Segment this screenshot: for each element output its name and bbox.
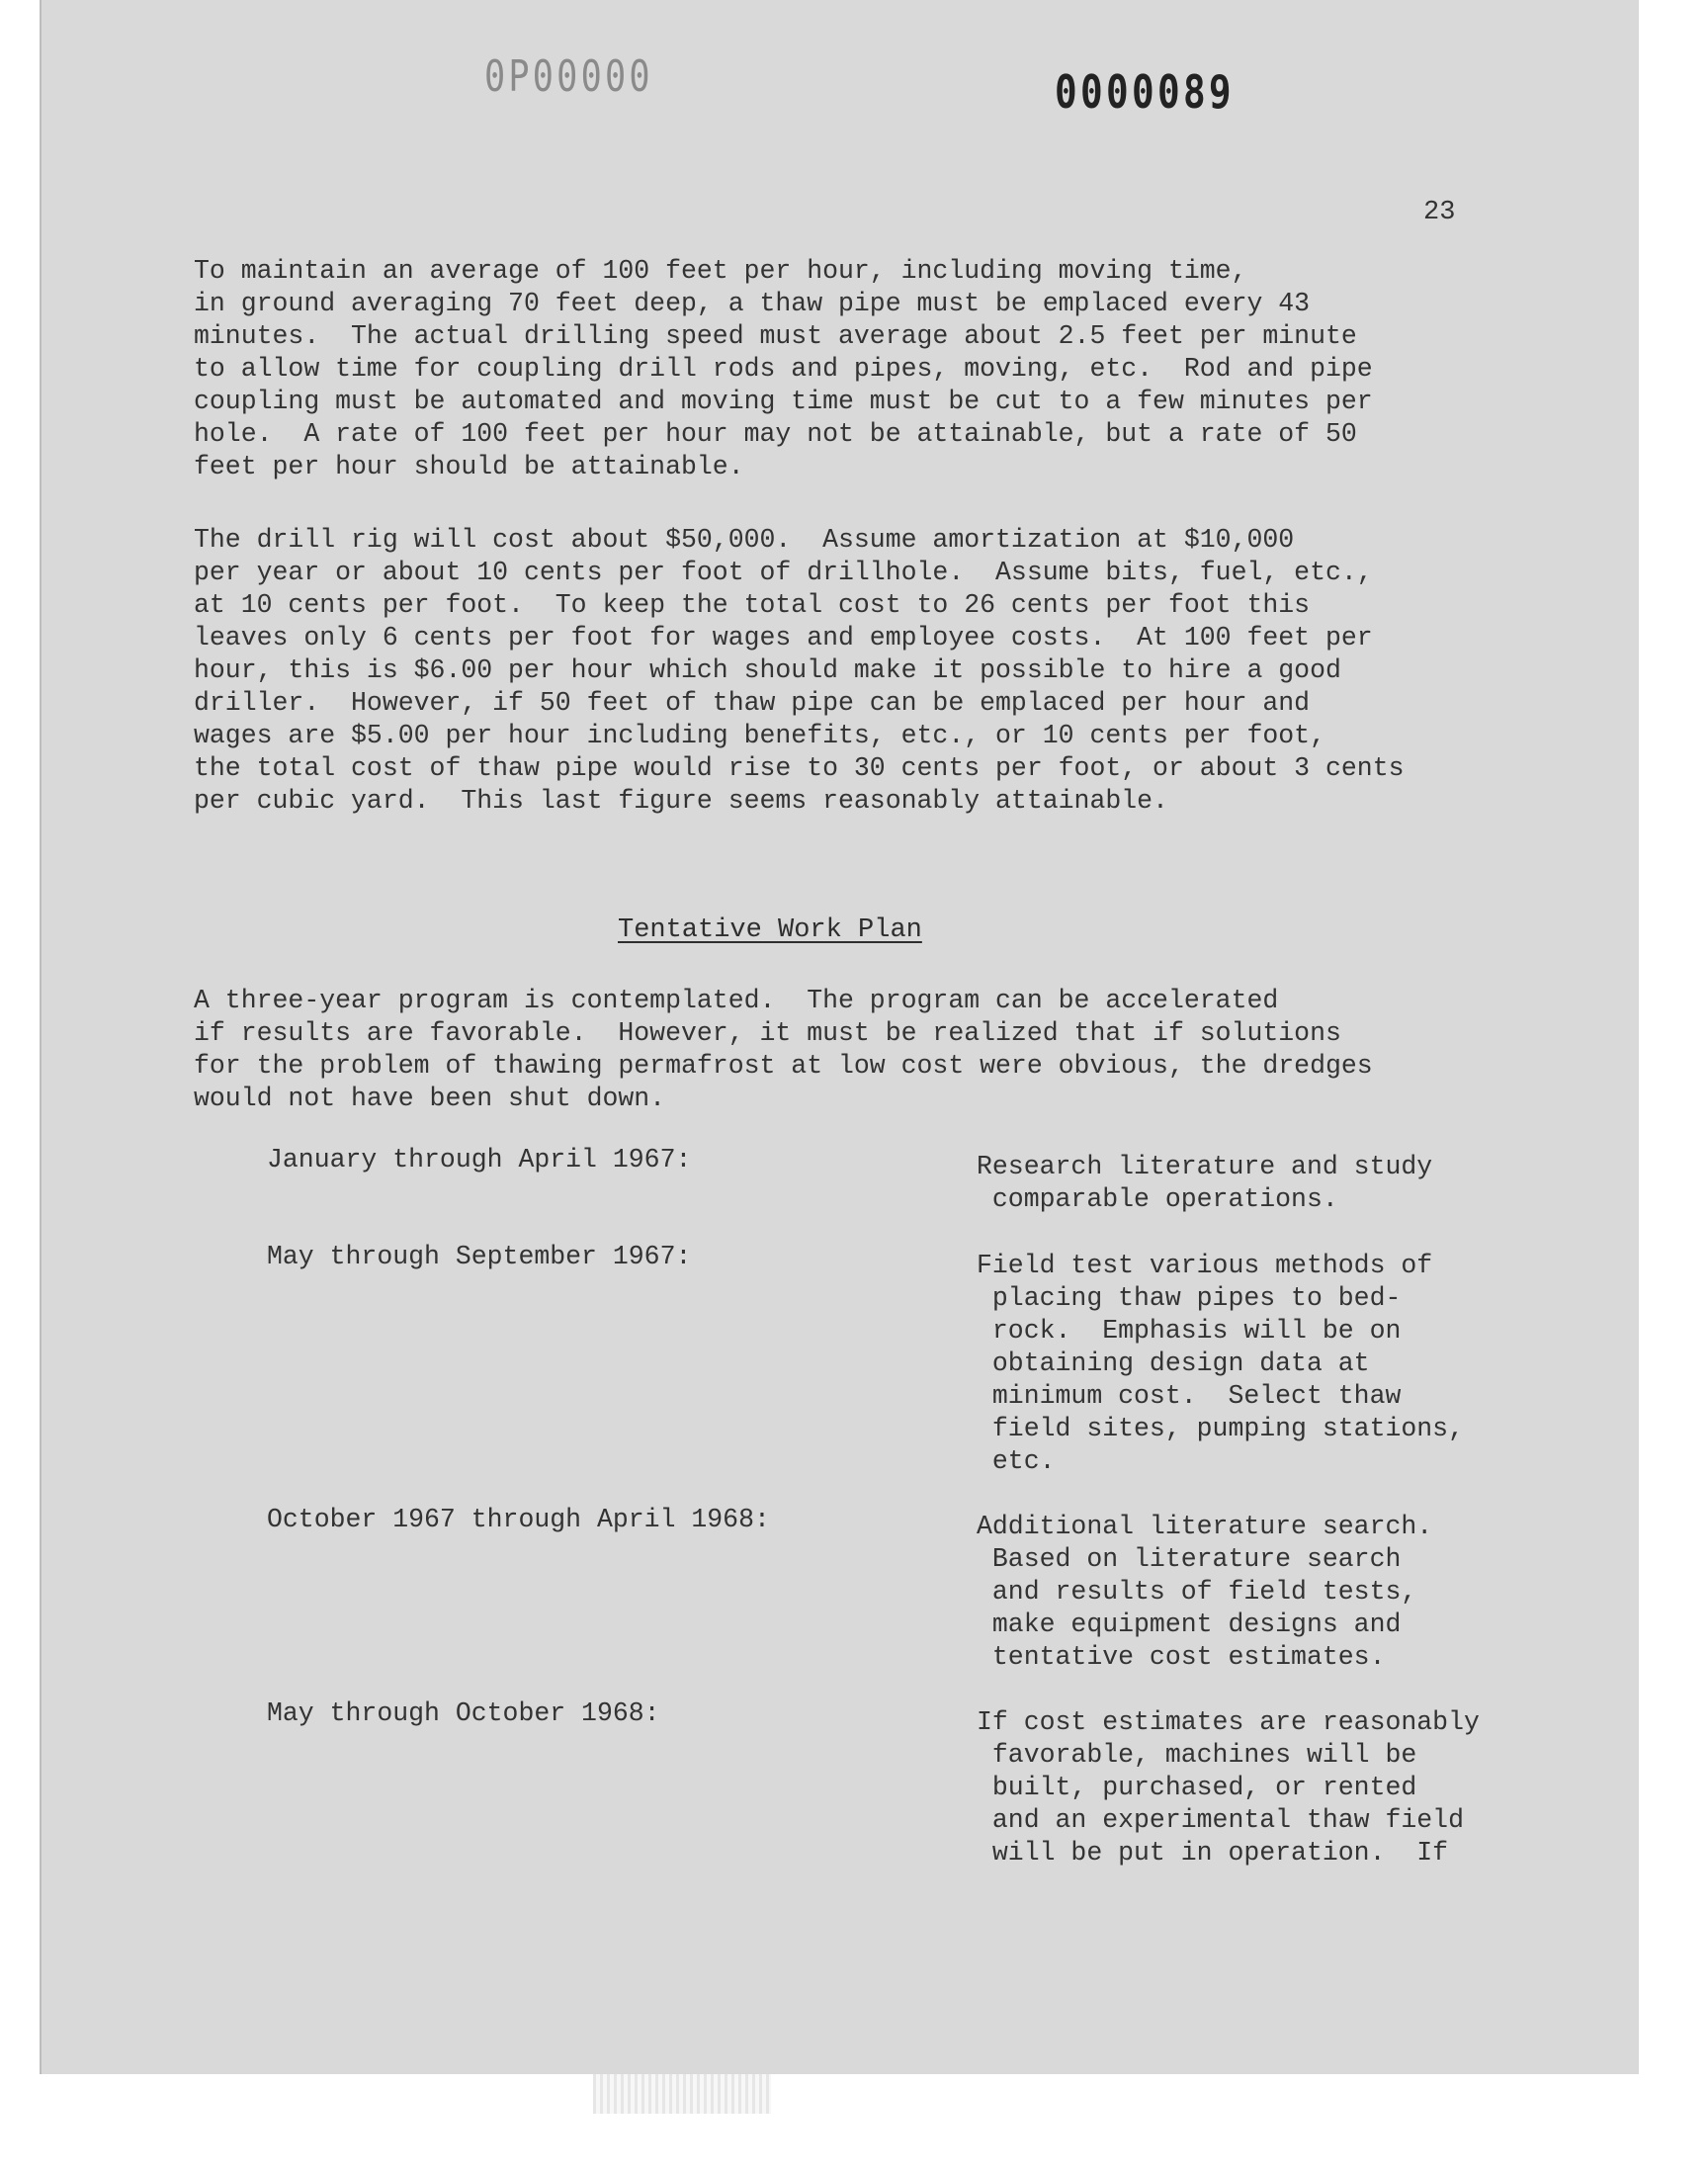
scan-margin	[0, 2074, 1708, 2175]
scan-artifact	[593, 2074, 771, 2114]
schedule-period: October 1967 through April 1968:	[267, 1505, 770, 1534]
paragraph-drill-cost: The drill rig will cost about $50,000. Assume amortization at $10,000 per year or about 10 cents per foot of drillhole. Assume bits, fuel, etc., at 10 cents per foot. To keep the total cost to 26 cents per foot this leaves only 6 cents per foot for wages and employee costs. At 100 feet per hour, this is $6.00 per hour which should make it possible to hire a good driller. However, if 50 feet of thaw pipe can be emplaced per hour and wages are $5.00 per hour including benefits, etc., or 10 cents per foot, the total cost of thaw pipe would rise to 30 cents per foot, or about 3 cents per cubic yard. This last figure seems reasonably attainable.	[194, 525, 1405, 816]
document-control-number: 0000089	[1055, 65, 1235, 119]
paragraph-program-intro: A three-year program is contemplated. The program can be accelerated if results are favorable. However, it must be realized that if solutions for the problem of thawing permafrost at low cost were obvious, the dredges would not have been shut down.	[194, 986, 1373, 1113]
paragraph-drilling-rate: To maintain an average of 100 feet per hour, including moving time, in ground averaging 70 feet deep, a thaw pipe must be emplaced every 43 minutes. The actual drilling speed must average about 2.5 feet per minute to allow time for coupling drill rods and pipes, moving, etc. Rod and pipe coupling must be automated and moving time must be cut to a few minutes per hole. A rate of 100 feet per hour may not be attainable, but a rate of 50 feet per hour should be attainable.	[194, 256, 1373, 481]
schedule-description: Field test various methods of placing thaw pipes to bed- rock. Emphasis will be on obtaining design data at minimum cost. Select thaw field sites, pumping stations, etc.	[977, 1251, 1464, 1476]
schedule-description: Additional literature search. Based on literature search and results of field tests, make equipment designs and tentative cost estimates.	[977, 1512, 1433, 1672]
schedule-period: May through October 1968:	[267, 1698, 660, 1728]
schedule-period: May through September 1967:	[267, 1242, 692, 1271]
schedule-description: If cost estimates are reasonably favorable, machines will be built, purchased, or rented and an experimental thaw field will be put in operation. If	[977, 1707, 1480, 1868]
schedule-period: January through April 1967:	[267, 1145, 692, 1174]
section-heading: Tentative Work Plan	[618, 915, 922, 945]
faint-document-stamp: 0P00000	[484, 51, 653, 102]
page-number: 23	[1423, 198, 1456, 227]
schedule-description: Research literature and study comparable operations.	[977, 1152, 1433, 1214]
